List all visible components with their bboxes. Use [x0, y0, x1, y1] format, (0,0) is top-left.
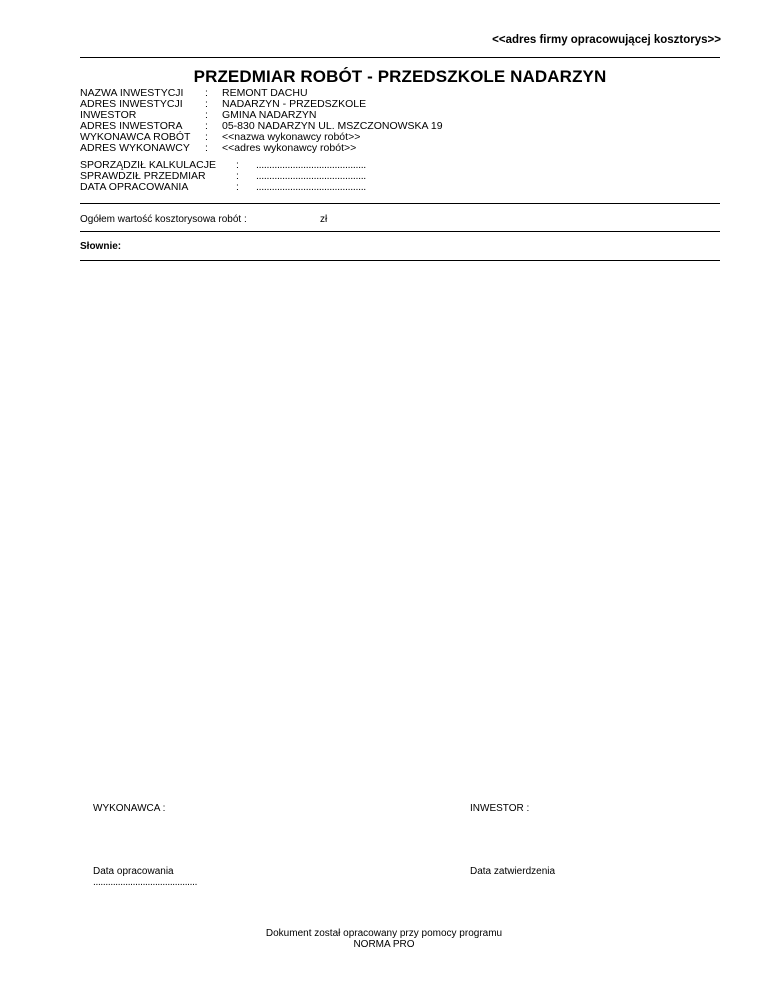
calc-colon: :	[236, 159, 239, 171]
info-colon: :	[205, 120, 208, 132]
in-words-label: Słownie:	[80, 241, 122, 252]
calc-colon: :	[236, 170, 239, 182]
info-label: ADRES INWESTORA	[80, 120, 183, 132]
info-value: REMONT DACHU	[222, 87, 308, 99]
top-divider	[80, 57, 720, 58]
calc-label: SPRAWDZIŁ PRZEDMIAR	[80, 170, 206, 182]
info-label: NAZWA INWESTYCJI	[80, 87, 184, 99]
date-approved-label: Data zatwierdzenia	[470, 866, 556, 877]
calc-value: ..........................................	[256, 159, 366, 171]
investor-signature-label: INWESTOR :	[470, 803, 530, 814]
info-label: WYKONAWCA ROBÓT	[80, 131, 191, 143]
date-prepared-dots: ..........................................	[93, 877, 198, 888]
divider	[80, 231, 720, 232]
footer-line: Dokument został opracowany przy pomocy programu	[265, 928, 503, 939]
info-value: <<nazwa wykonawcy robót>>	[222, 131, 361, 143]
info-label: INWESTOR	[80, 109, 137, 121]
total-value-row	[80, 214, 327, 225]
company-address: <<adres firmy opracowującej kosztorys>>	[492, 34, 721, 46]
calc-label: SPORZĄDZIŁ KALKULACJE	[80, 159, 216, 171]
info-label: ADRES WYKONAWCY	[80, 142, 190, 154]
total-value-label: Ogółem wartość kosztorysowa robót :	[80, 214, 247, 225]
info-value: GMINA NADARZYN	[222, 109, 317, 121]
date-prepared-label: Data opracowania	[93, 866, 174, 877]
footer	[0, 928, 768, 950]
info-colon: :	[205, 87, 208, 99]
info-value: <<adres wykonawcy robót>>	[222, 142, 357, 154]
currency-label: zł	[320, 214, 328, 225]
calculation-info	[80, 160, 366, 193]
info-colon: :	[205, 98, 208, 110]
page-title: PRZEDMIAR ROBÓT - PRZEDSZKOLE NADARZYN	[193, 67, 607, 86]
calc-colon: :	[236, 181, 239, 193]
contractor-signature-label: WYKONAWCA :	[93, 803, 166, 814]
info-colon: :	[205, 131, 208, 143]
calc-row	[80, 182, 366, 193]
info-colon: :	[205, 109, 208, 121]
divider	[80, 203, 720, 204]
info-value: 05-830 NADARZYN UL. MSZCZONOWSKA 19	[222, 120, 443, 132]
footer-program-name: NORMA PRO	[353, 939, 415, 950]
divider	[80, 260, 720, 261]
calc-value: ..........................................	[256, 170, 366, 182]
investment-info	[80, 88, 443, 154]
info-label: ADRES INWESTYCJI	[80, 98, 183, 110]
info-colon: :	[205, 142, 208, 154]
info-row	[80, 143, 443, 154]
calc-label: DATA OPRACOWANIA	[80, 181, 189, 193]
calc-value: ..........................................	[256, 181, 366, 193]
info-value: NADARZYN - PRZEDSZKOLE	[222, 98, 367, 110]
